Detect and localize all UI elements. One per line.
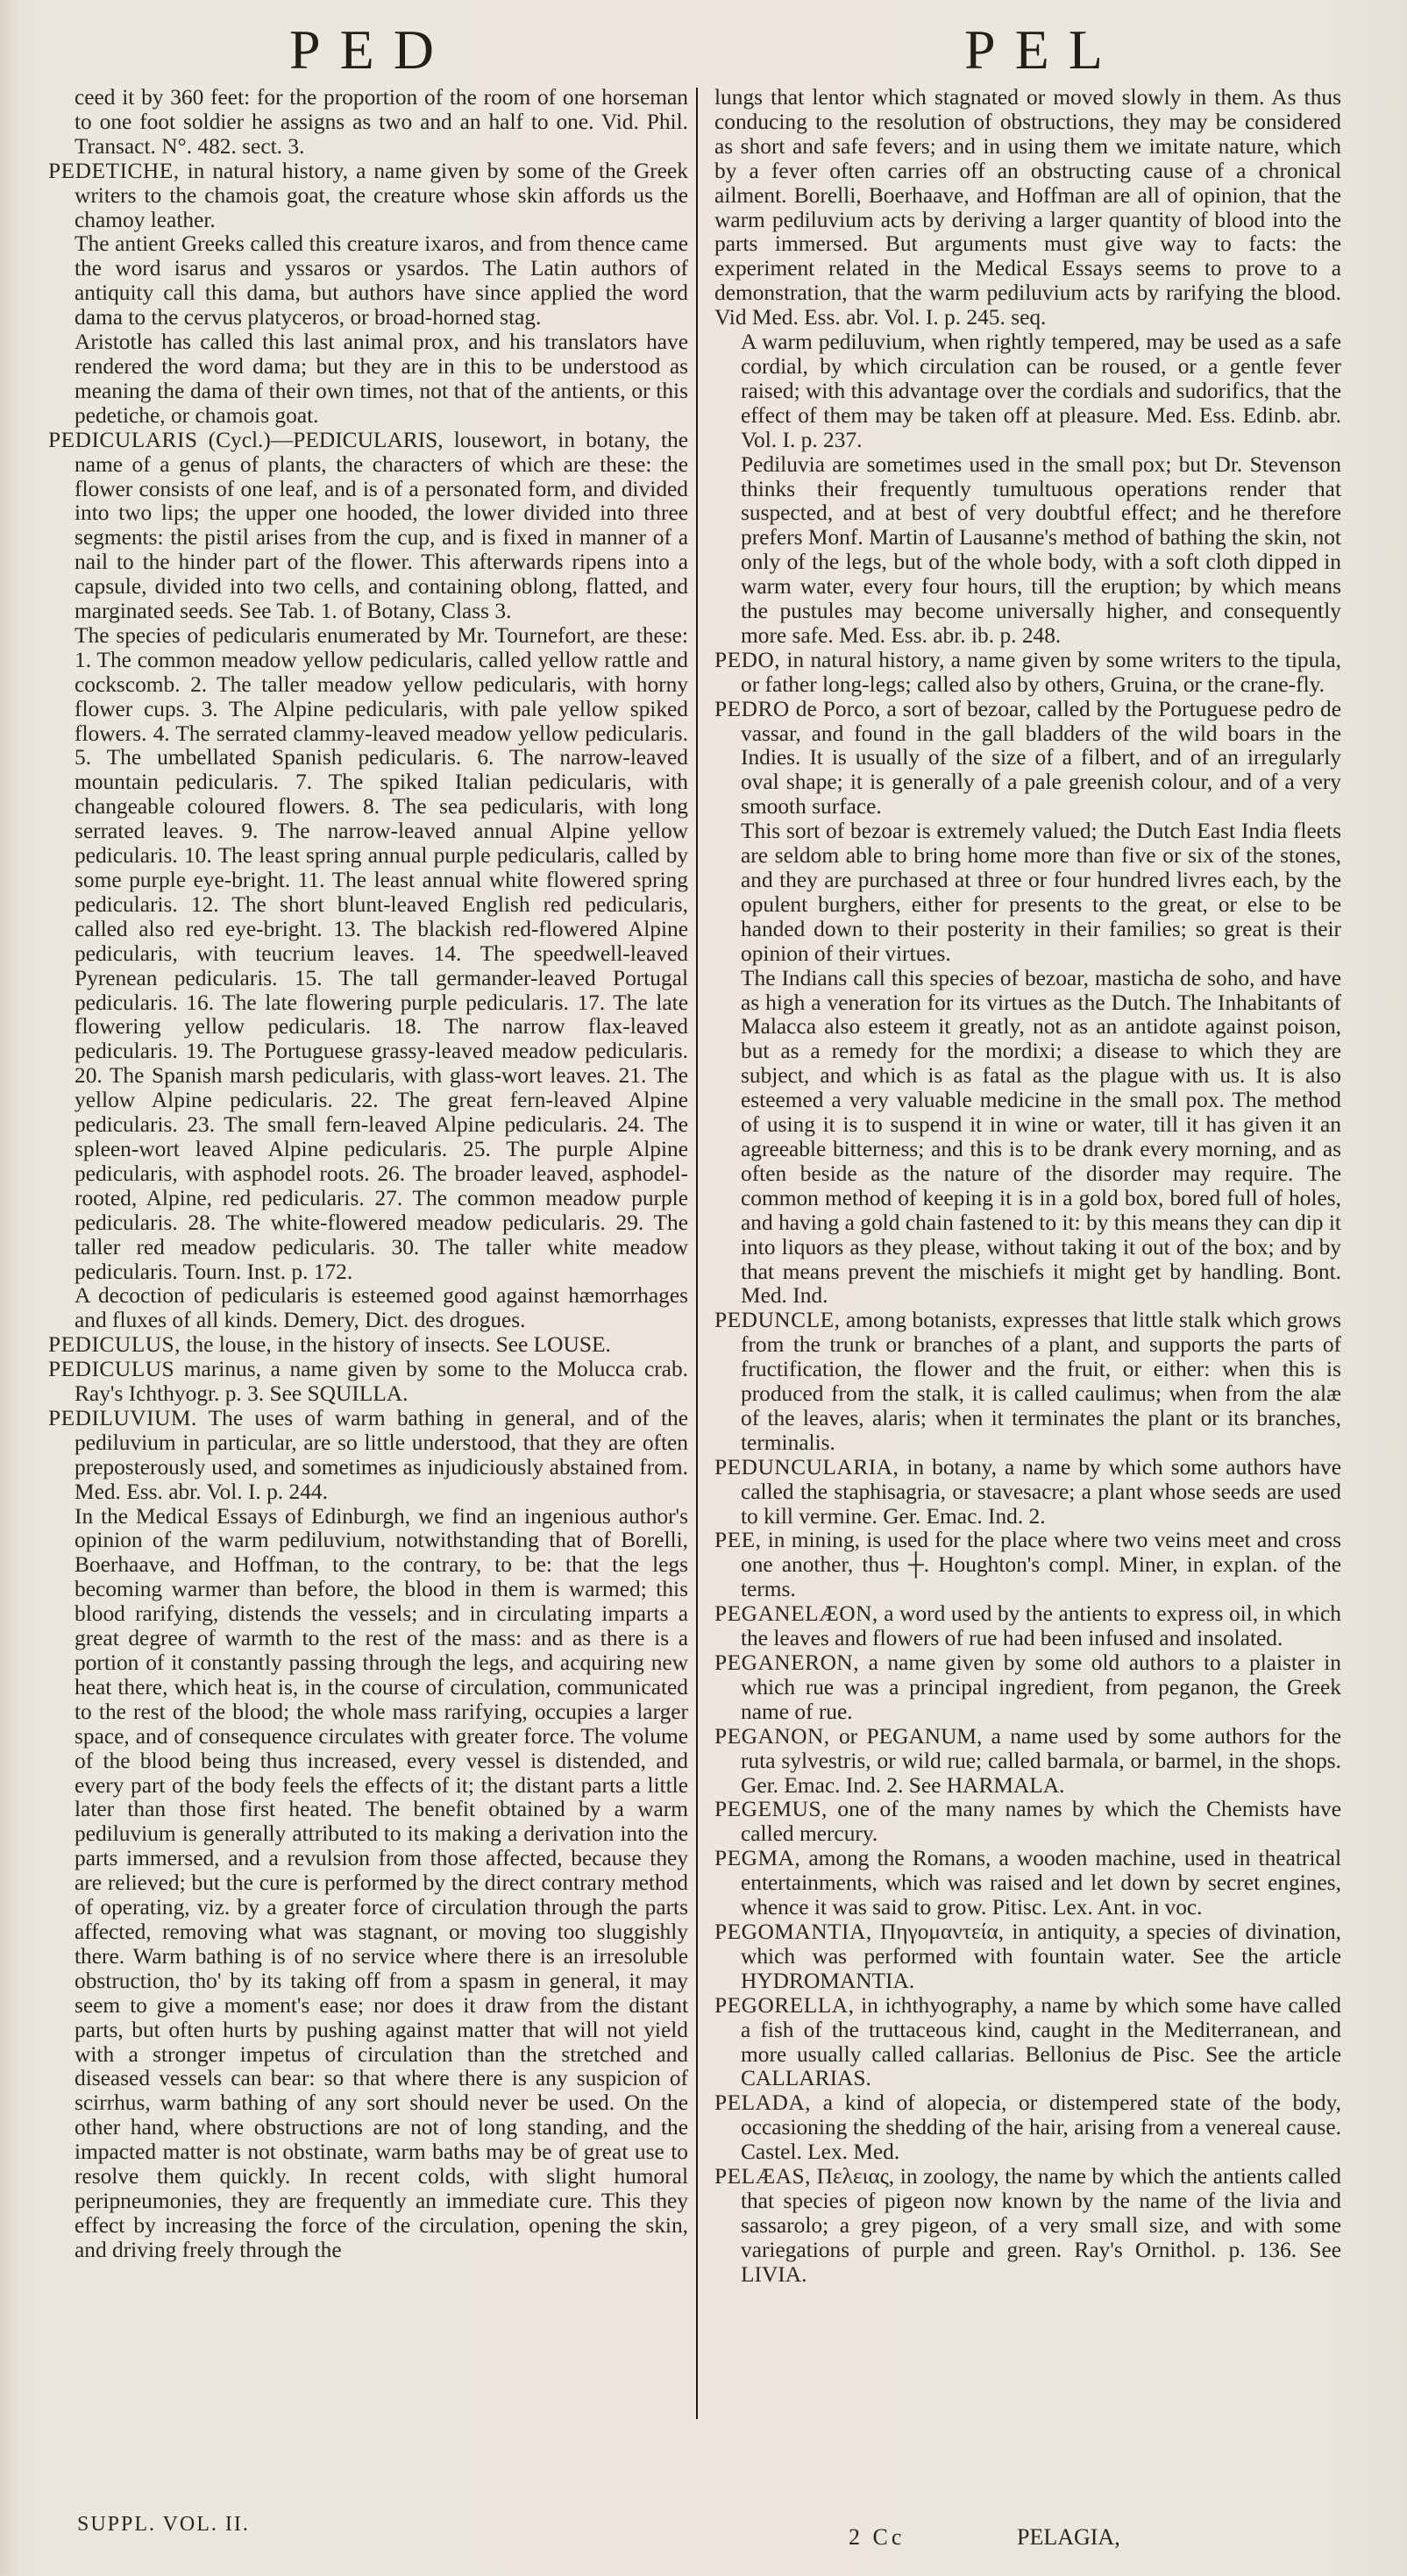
entry-text: Πελειας, in zoology, the name by which the antients called that species of pigeon now known by the name of the livia and sassarolo; a grey pigeon, of a very small size, and with some variegations of purple and green. Ray's Ornithol. p. 136. See LIVIA. (741, 2164, 1341, 2287)
entry-text: (Cycl.)—PEDICULARIS, lousewort, in botany, the name of a genus of plants, the characters of which are these: the flower consists of one leaf, and is of a personated form, and divided into two lips; the upper one hooded, the lower divided into three segments: the pistil arises from the cup, and is fixed in manner of a nail to the hinder part of the flower. This afterwards ripens into a capsule, divided into two cells, and containing oblong, flatted, and marginated seeds. See Tab. 1. of Botany, Class 3. (75, 427, 688, 624)
entry-peganeron (714, 1651, 1341, 1725)
entry-text: one of the many names by which the Chemists have called mercury. (741, 1797, 1341, 1847)
paragraph (714, 330, 1341, 453)
paragraph-text: A decoction of pedicularis is esteemed good against hæmorrhages and fluxes of all kinds. Demery, Dict. des drogues. (75, 1283, 688, 1333)
right-column (714, 86, 1341, 2288)
entry-text: de Porco, a sort of bezoar, called by the Portuguese pedro de vassar, and found in the gall bladders of the wild boars in the Indies. It is usually of the size of a filbert, and of an irregularly oval shape; it is generally of a pale greenish colour, and of a very smooth surface. (741, 696, 1341, 820)
headword: PEDICULUS (48, 1357, 175, 1382)
entry-pedro-de-porco (714, 698, 1341, 820)
entry-text: Πηγομαντεία, in antiquity, a species of divination, which was performed with fountain water. See the article HYDROMANTIA. (741, 1919, 1341, 1993)
headword: PEDUNCLE, (714, 1308, 841, 1333)
headword: PEDICULARIS (48, 427, 198, 452)
headword: PELADA, (714, 2090, 811, 2116)
paragraph-text: This sort of bezoar is extremely valued; the Dutch East India fleets are seldom able to bring home more than five or six of the stones, and they are purchased at three or four hundred livres each, by the opulent burghers, either for presents to the great, or else to be handed down to their posterity in their families; so great is their opinion of their virtues. (741, 819, 1341, 966)
entry-pegomantia (714, 1920, 1341, 1994)
paragraph-text: In the Medical Essays of Edinburgh, we find an ingenious author's opinion of the warm pediluvium, notwithstanding that of Borelli, Boerhaave, and Hoffman, to the contrary, to be: that the legs becoming warmer than before, the blood in them is warmed; this blood rarifying, distends the vessels; and in circulating imparts a great degree of warmth to the rest of the mass: and as there is a portion of it constantly passing through the legs, and acquiring new heat there, which heat is, in the course of circulation, communicated to the rest of the blood; the whole mass rarifying, occupies a larger space, and of consequence circulates with greater force. The volume of the blood being thus increased, every vessel is distended, and every part of the body feels the effects of it; the distant parts a little later than those first heated. The benefit obtained by a warm pediluvium is generally attributed to its making a derivation into the parts immersed, and a revulsion from those affected, because they are relieved; but the cure is performed by the direct contrary method of operating, viz. by a greater force of circulation through the parts affected, removing what was stagnant, or moving too sluggishly there. Warm bathing is of no service where there is an irresoluble obstruction, tho' by its taking off from a spasm in general, it may seem to give a moment's ease; nor does it draw from the distant parts, but often hurts by pushing against matter that will not yield with a stronger impetus of circulation than the stretched and diseased vessels can bear: so that where there is any suspicion of scirrhus, warm bathing of any sort should never be used. On the other hand, where obstructions are not of long standing, and the impacted matter is not obstinate, warm baths may be of great use to resolve them quickly. In recent colds, with slight humoral peripneumonies, they are frequently an immediate cure. This they effect by increasing the force of the circulation, opening the skin, and driving freely through the (75, 1503, 688, 2262)
paragraph-text: Pediluvia are sometimes used in the small pox; but Dr. Stevenson thinks their frequently tumultuous operations render that suspected, and at best of very doubtful effect; and he therefore prefers Monf. Martin of Lausanne's method of bathing the skin, not only of the legs, but of the whole body, with a soft cloth dipped in warm water, every four hours, till the eruption; by which means the pustules may become universally higher, and consequently more safe. Med. Ess. abr. ib. p. 248. (741, 451, 1341, 648)
catchword: PELAGIA, (1017, 2524, 1120, 2550)
entry-text: marinus, a name given by some to the Molucca crab. Ray's Ichthyogr. p. 3. See SQUILLA. (75, 1357, 688, 1407)
entry-text: in natural history, a name given by some of the Greek writers to the chamois goat, the creature whose skin affords us the chamoy leather. (75, 158, 688, 232)
continued-text (714, 86, 1341, 330)
entry-text: among botanists, expresses that little stalk which grows from the trunk or branches of a plant, and supports the parts of fructification, the flower and the fruit, or either: when this is produced from the stalk, it is called caulimus; when from the alæ of the leaves, alaris; when it terminates the plant or its branches, terminalis. (741, 1308, 1341, 1455)
paragraph-species-list (48, 624, 688, 1284)
paragraph (48, 232, 688, 330)
paragraph (714, 820, 1341, 966)
headword: PEDUNCULARIA, (714, 1454, 899, 1480)
entry-text: or PEGANUM, a name used by some authors for the ruta sylvestris, or wild rue; called barmala, or barmel, in the shops. Ger. Emac. Ind. 2. See HARMALA. (741, 1723, 1341, 1798)
entry-pediluvium (48, 1407, 688, 1505)
headword: PEDRO (714, 696, 790, 721)
continued-text (48, 86, 688, 160)
entry-text: in mining, is used for the place where two veins meet and cross one another, thus ┼. Houghton's compl. Miner, in explan. of the terms. (741, 1528, 1341, 1602)
paragraph-text: Aristotle has called this last animal prox, and his translators have rendered the word dama; but they are in this to be understood as meaning the dama of their own times, not that of the antients, or this pedetiche, or chamois goat. (75, 330, 688, 428)
running-head-left: PED (289, 18, 453, 81)
paragraph-text: The species of pedicularis enumerated by Mr. Tournefort, are these: 1. The common meadow yellow pedicularis, called yellow rattle and cockscomb. 2. The taller meadow yellow pedicularis, with horny flower cups. 3. The Alpine pedicularis, with pale yellow spiked flowers. 4. The serrated clammy-leaved meadow yellow pedicularis. 5. The umbellated Spanish pedicularis. 6. The narrow-leaved mountain pedicularis. 7. The spiked Italian pedicularis, with changeable coloured flowers. 8. The sea pedicularis, with long serrated leaves. 9. The narrow-leaved annual Alpine yellow pedicularis. 10. The least spring annual purple pedicularis, called by some purple eye-bright. 11. The least annual white flowered spring pedicularis. 12. The short blunt-leaved English red pedicularis, called also red eye-bright. 13. The blackish red-flowered Alpine pedicularis, with teucrium leaves. 14. The speedwell-leaved Pyrenean pedicularis. 15. The tall germander-leaved Portugal pedicularis. 16. The late flowering purple pedicularis. 17. The late flowering yellow pedicularis. 18. The narrow flax-leaved pedicularis. 19. The Portuguese grassy-leaved meadow pedicularis. 20. The Spanish marsh pedicularis, with glass-wort leaves. 21. The yellow Alpine pedicularis. 22. The great fern-leaved Alpine pedicularis. 23. The small fern-leaved Alpine pedicularis. 24. The spleen-wort leaved Alpine pedicularis. 25. The purple Alpine pedicularis, with asphodel roots. 26. The broader leaved, asphodel-rooted, Alpine, red pedicularis. 27. The common meadow purple pedicularis. 28. The white-flowered meadow pedicularis. 29. The taller red meadow pedicularis. 30. The taller white meadow pedicularis. Tourn. Inst. p. 172. (75, 622, 688, 1284)
paragraph (48, 330, 688, 429)
entry-text: a kind of alopecia, or distempered state of the body, occasioning the shedding of the hair, arising from a venereal cause. Castel. Lex. Med. (741, 2090, 1341, 2165)
entry-text: in botany, a name by which some authors have called the staphisagria, or stavesacre; a plant whose seeds are used to kill vermine. Ger. Emac. Ind. 2. (741, 1454, 1341, 1529)
entry-peduncle (714, 1309, 1341, 1455)
running-head-right: PEL (964, 18, 1122, 81)
entry-pedetiche (48, 160, 688, 233)
entry-pediculus (48, 1333, 688, 1358)
headword: PEDETICHE, (48, 158, 180, 183)
entry-text: in ichthyography, a name by which some have called a fish of the truttaceous kind, caught in the Mediterranean, and more usually called callarias. Bellonius de Pisc. See the article CALLARIAS. (741, 1992, 1341, 2091)
entry-pelaeas (714, 2165, 1341, 2288)
paragraph (714, 967, 1341, 1309)
entry-pegemus (714, 1798, 1341, 1847)
entry-pediculus-marinus (48, 1358, 688, 1407)
entry-text: a name given by some old authors to a plaister in which rue was a principal ingredient, from peganon, the Greek name of rue. (741, 1650, 1341, 1724)
entry-peduncularia (714, 1456, 1341, 1529)
headword: PEDICULUS, (48, 1332, 181, 1358)
headword: PEGANELÆON, (714, 1601, 878, 1627)
volume-footer: SUPPL. VOL. II. (77, 2513, 250, 2536)
entry-text: a word used by the antients to express oil, in which the leaves and flowers of rue had been infused and insolated. (741, 1601, 1341, 1651)
paragraph-text: A warm pediluvium, when rightly tempered, may be used as a safe cordial, by which circulation can be roused, or a gentle fever raised; with this advantage over the cordials and sudorifics, that the effect of them may be taken off at pleasure. Med. Ess. Edinb. abr. Vol. I. p. 237. (741, 330, 1341, 452)
headword: PEGANERON, (714, 1650, 860, 1675)
paragraph-text: ceed it by 360 feet: for the proportion of the room of one horseman to one foot soldier he assigns as two and an half to one. Vid. Phil. Transact. N°. 482. sect. 3. (75, 85, 688, 159)
paragraph-text: lungs that lentor which stagnated or moved slowly in them. As thus conducing to the resolution of obstructions, they may be considered as short and safe fevers; and in using them we imitate nature, which by a fever often carries off an obstructing cause of a chronical ailment. Borelli, Boerhaave, and Hoffman are all of opinion, that the warm pediluvium acts by deriving a larger quantity of blood into the parts immersed. But arguments must give way to facts: the experiment related in the Medical Essays seems to prove to a demonstration, that the warm pediluvium acts by rarifying the blood. Vid Med. Ess. abr. Vol. I. p. 245. seq. (714, 85, 1341, 330)
headword: PELÆAS, (714, 2164, 812, 2189)
entry-peganelaeon (714, 1602, 1341, 1651)
entry-text: among the Romans, a wooden machine, used in theatrical entertainments, which was raised and let down by secret engines, whence it was said to grow. Pitisc. Lex. Ant. in voc. (741, 1846, 1341, 1920)
paragraph-text: The Indians call this species of bezoar, masticha de soho, and have as high a veneration for its virtues as the Dutch. The Inhabitants of Malacca also esteem it greatly, not as an antidote against poison, but as a remedy for the mordixi; a disease to which they are subject, and which is as fatal as the plague with us. It is also esteemed a very valuable medicine in the small pox. The method of using it is to suspend it in wine or water, till it has given it an agreeable bitterness; and this is to be drank every morning, and as often beside as the nature of the disorder may require. The common method of keeping it is in a gold box, bored full of holes, and having a gold chain fastened to it: by this means they can dip it into liquors as they please, without taking it out of the box; and by that means prevent the mischiefs it might get by handling. Bont. Med. Ind. (741, 965, 1341, 1309)
headword: PEDO, (714, 647, 781, 672)
headword: PEGORELLA, (714, 1992, 855, 2018)
paragraph-text: The antient Greeks called this creature ixaros, and from thence came the word isarus and yssaros or ysardos. The Latin authors of antiquity call this dama, but authors have since applied the word dama to the cervus platyceros, or broad-horned stag. (75, 231, 688, 330)
paragraph (48, 1505, 688, 2263)
entry-text: The uses of warm bathing in general, and of the pediluvium in particular, are so little understood, that they are often preposterously used, and sometimes as injudiciously abstained from. Med. Ess. abr. Vol. I. p. 244. (75, 1405, 688, 1504)
entry-pelada (714, 2091, 1341, 2165)
paragraph (48, 1284, 688, 1333)
signature-mark: 2 Cc (849, 2524, 906, 2550)
entry-pedo (714, 649, 1341, 698)
headword: PEGMA, (714, 1846, 801, 1871)
entry-peganon (714, 1725, 1341, 1799)
entry-text: in natural history, a name given by some writers to the tipula, or father long-legs; called also by others, Gruina, or the crane-fly. (741, 647, 1341, 697)
column-divider (696, 88, 698, 2419)
headword: PEGANON, (714, 1723, 830, 1749)
entry-pee (714, 1529, 1341, 1602)
entry-text: the louse, in the history of insects. See LOUSE. (181, 1332, 611, 1358)
headword: PEGOMANTIA, (714, 1919, 872, 1944)
left-column (48, 86, 688, 2263)
headword: PEGEMUS, (714, 1797, 828, 1822)
paragraph (714, 453, 1341, 649)
entry-pegma (714, 1847, 1341, 1920)
entry-pedicularis (48, 429, 688, 624)
headword: PEDILUVIUM. (48, 1405, 197, 1430)
entry-pegorella (714, 1994, 1341, 2092)
headword: PEE, (714, 1528, 762, 1553)
